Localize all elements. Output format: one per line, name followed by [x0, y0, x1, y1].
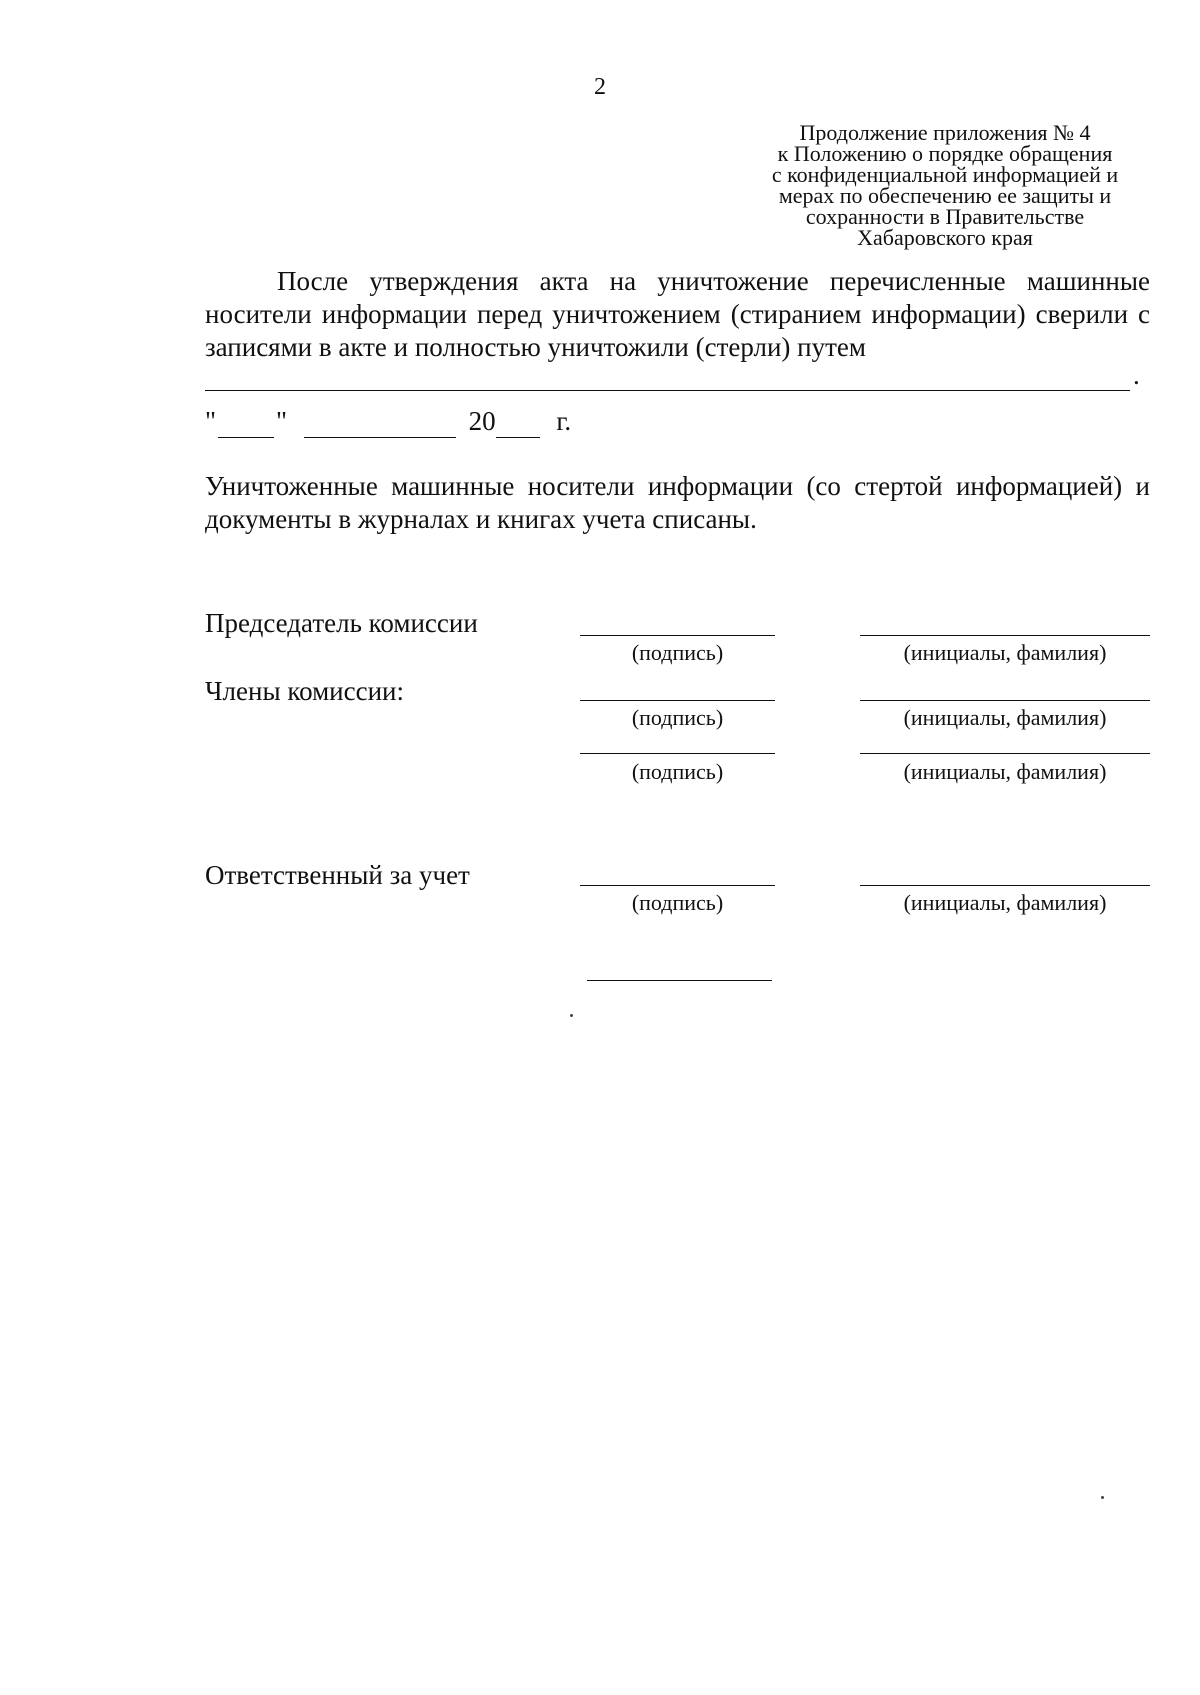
responsible-signature-line [580, 885, 775, 886]
member1-signature-line [580, 700, 775, 701]
scan-speck [1101, 1496, 1104, 1499]
year-prefix: 20 [468, 406, 496, 436]
destruction-paragraph-text: После утверждения акта на уничтожение перечисленные машинные носители информации перед уничтожением (стиранием информации) сверили с записями в акте и полностью уничтожили (стерли) путем [205, 266, 1150, 362]
page-number: 2 [594, 74, 606, 100]
method-blank-line [205, 390, 1130, 391]
year-suffix: г. [556, 406, 572, 436]
chairman-label: Председатель комиссии [205, 608, 478, 638]
year-blank [496, 406, 540, 438]
chairman-signature-caption: (подпись) [631, 640, 724, 665]
header-line: сохранности в Правительстве [805, 204, 1085, 229]
header-line: мерах по обеспечению ее защиты и [778, 183, 1112, 208]
member1-signature-caption: (подпись) [631, 705, 724, 730]
responsible-name-line [860, 885, 1150, 886]
member2-name-line [860, 753, 1150, 754]
writeoff-paragraph: Уничтоженные машинные носители информации (со стертой информацией) и документы в журналах и книгах учета списаны. [205, 471, 1150, 534]
end-separator-line [587, 980, 772, 981]
chairman-name-line [860, 635, 1150, 636]
responsible-label: Ответственный за учет [205, 860, 470, 890]
chairman-signature-line [580, 635, 775, 636]
scan-speck [570, 1014, 573, 1017]
member1-name-line [860, 700, 1150, 701]
header-line: с конфиденциальной информацией и [771, 162, 1119, 187]
header-line: Продолжение приложения № 4 [799, 120, 1091, 145]
member2-signature-line [580, 753, 775, 754]
chairman-name-caption: (инициалы, фамилия) [903, 640, 1107, 665]
member2-name-caption: (инициалы, фамилия) [903, 759, 1107, 784]
date-row [205, 406, 571, 438]
member2-signature-caption: (подпись) [631, 759, 724, 784]
members-label: Члены комиссии: [205, 676, 404, 706]
header-line: к Положению о порядке обращения [777, 141, 1113, 166]
destruction-paragraph [205, 265, 1150, 364]
header-line: Хабаровского края [857, 225, 1033, 250]
responsible-name-caption: (инициалы, фамилия) [903, 890, 1107, 915]
month-blank [304, 406, 456, 438]
member1-name-caption: (инициалы, фамилия) [903, 705, 1107, 730]
day-blank [218, 406, 274, 438]
method-line-period: . [1133, 360, 1140, 390]
appendix-header [742, 122, 1148, 248]
quote-open: " [205, 406, 217, 436]
responsible-signature-caption: (подпись) [631, 890, 724, 915]
quote-close: " [276, 406, 288, 436]
